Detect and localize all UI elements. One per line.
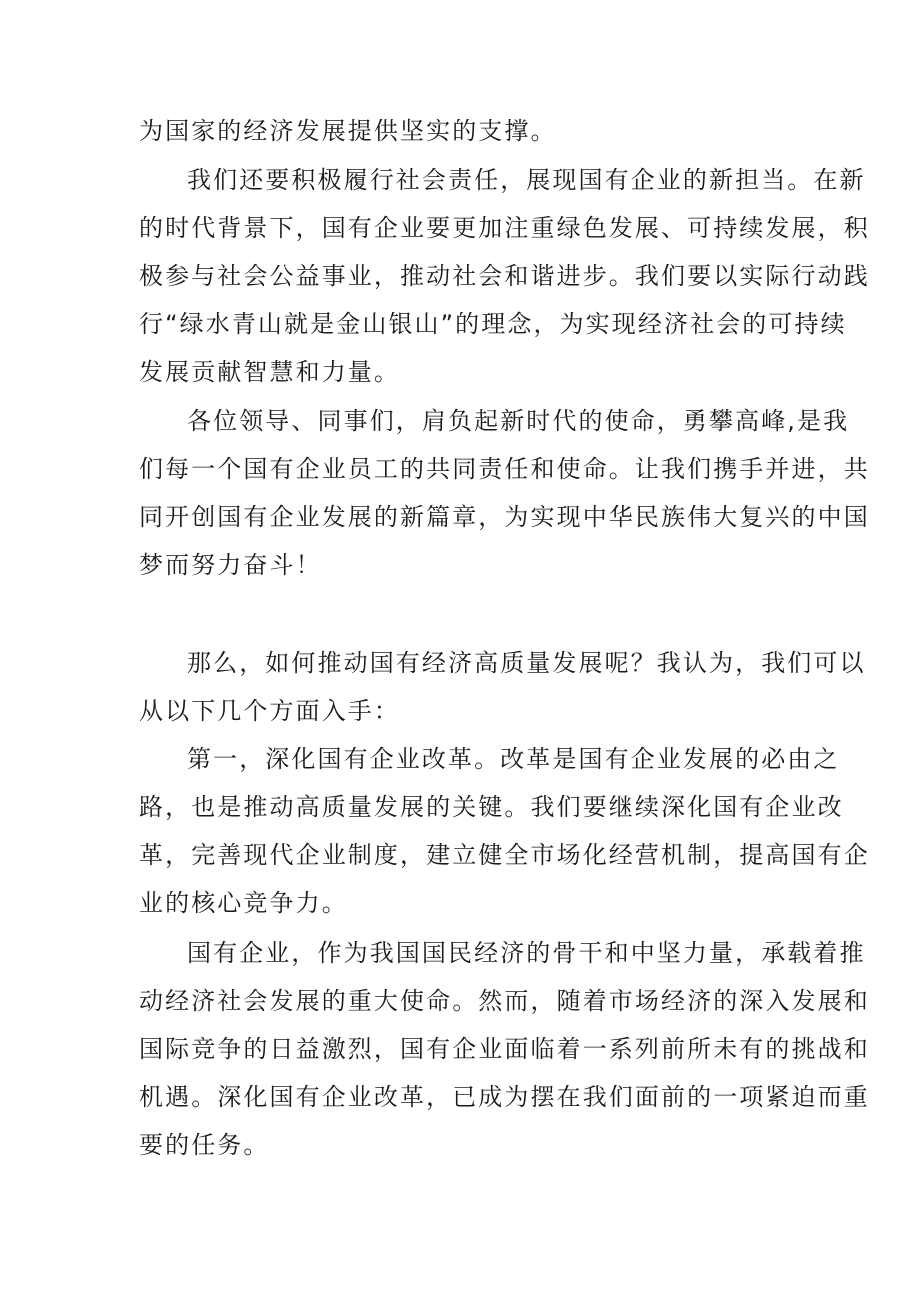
text-line: 为国家的经济发展提供坚实的支撑。 [139,117,557,145]
text-line: 机遇。深化国有企业改革，已成为摆在我们面前的一项紧迫而重 [139,1083,870,1111]
text-line: 行“绿水青山就是金山银山”的理念，为实现经济社会的可持续 [139,310,847,338]
text-line: 动经济社会发展的重大使命。然而，随着市场经济的深入发展和 [139,987,870,1015]
paragraph-first-line: 我们还要积极履行社会责任，展现国有企业的新担当。在新 [187,166,866,194]
text-line: 路，也是推动高质量发展的关键。我们要继续深化国有企业改 [139,793,844,821]
paragraph-first-line: 国有企业，作为我国国民经济的骨干和中坚力量，承载着推 [187,939,866,967]
paragraph-first-line: 各位领导、同事们，肩负起新时代的使命，勇攀高峰,是我 [187,407,850,435]
paragraph-first-line: 那么，如何推动国有经济高质量发展呢？我认为，我们可以 [187,649,866,677]
text-line: 发展贡献智慧和力量。 [139,358,400,386]
text-line: 要的任务。 [139,1131,270,1159]
text-line: 从以下几个方面入手： [139,697,400,725]
text-line: 革，完善现代企业制度，建立健全市场化经营机制，提高国有企 [139,841,870,869]
text-line: 梦而努力奋斗！ [139,551,322,579]
text-line: 业的核心竞争力。 [139,889,348,917]
text-line: 极参与社会公益事业，推动社会和谐进步。我们要以实际行动践 [139,262,870,290]
text-line: 同开创国有企业发展的新篇章，为实现中华民族伟大复兴的中国 [139,503,870,531]
text-line: 的时代背景下，国有企业要更加注重绿色发展、可持续发展，积 [139,214,870,242]
text-line: 国际竞争的日益激烈，国有企业面临着一系列前所未有的挑战和 [139,1035,870,1063]
paragraph-first-line: 第一，深化国有企业改革。改革是国有企业发展的必由之 [187,745,840,773]
text-line: 们每一个国有企业员工的共同责任和使命。让我们携手并进，共 [139,455,870,483]
